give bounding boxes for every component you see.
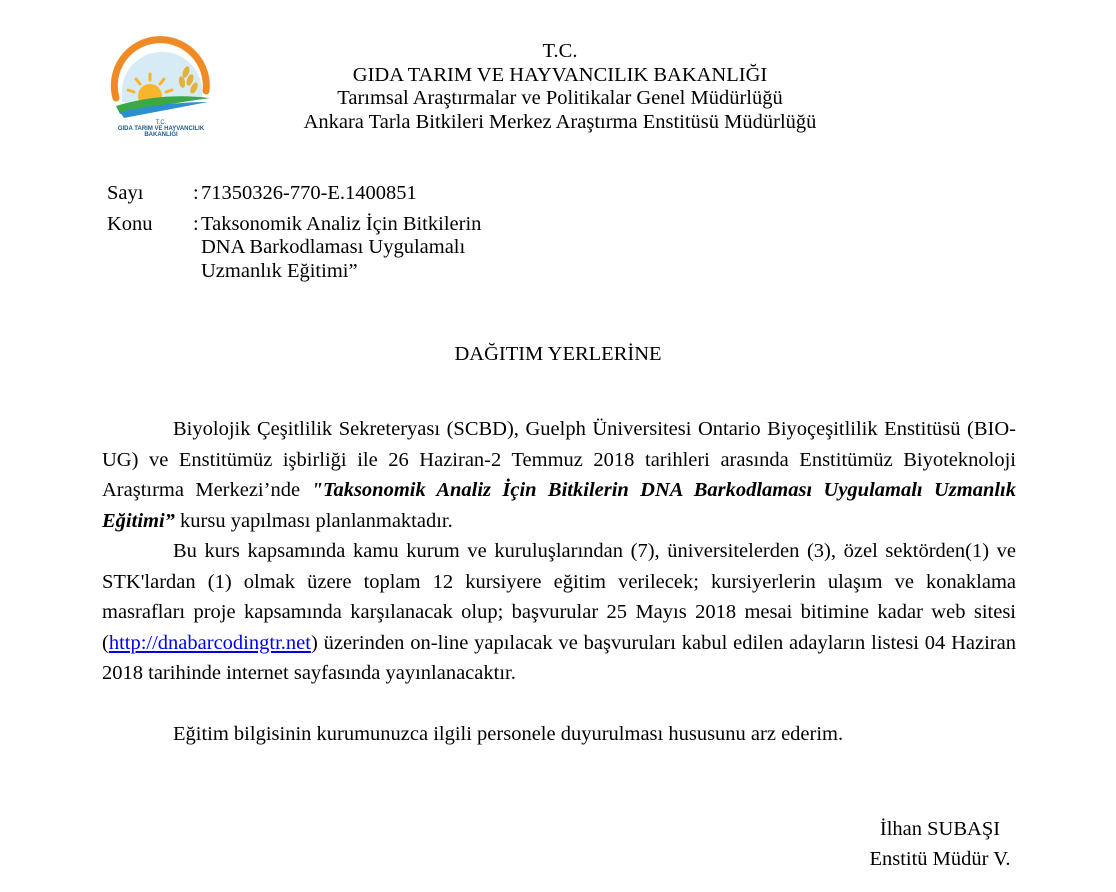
logo-caption-2: GIDA TARIM VE HAYVANCILIK — [117, 126, 205, 132]
paragraph-1-text-b: kursu yapılması planlanmaktadır. — [174, 509, 453, 532]
signatory-title: Enstitü Müdür V. — [869, 848, 1011, 870]
subject-colon: : — [193, 212, 199, 235]
subject-row — [107, 213, 481, 284]
logo-caption-1: T.C. — [155, 120, 167, 126]
number-colon: : — [193, 182, 199, 204]
logo-caption-3: BAKANLIĞI — [144, 132, 178, 136]
subject-line-2: DNA Barkodlaması Uygulamalı — [201, 236, 466, 258]
paragraph-2-text-a: Bu kurs kapsamında kamu kurum ve kuruluşlarından (7), üniversitelerden (3), özel sektörden(1) ve STK'lardan (1) olmak üzere toplam 12 kursiyere eğitim verilecek; kursiyerlerin ulaşım ve konaklama masrafları proje kapsamında karşılanacak olup; başvurular 25 Mayıs 2018 mesai bitimine kadar web sitesi ( — [102, 540, 1016, 654]
website-link[interactable]: http://dnabarcodingtr.net — [108, 631, 311, 654]
letterhead — [230, 40, 890, 134]
distribution-heading: DAĞITIM YERLERİNE — [454, 343, 662, 365]
paragraph-2-text-b: ) üzerinden on-line yapılacak ve başvuruları kabul edilen adayların listesi 04 Haziran 2018 tarihinde internet sayfasında yayınlanacaktır. — [102, 631, 1016, 684]
paragraph-1 — [102, 414, 1016, 536]
header-ministry: GIDA TARIM VE HAYVANCILIK BAKANLIĞI — [352, 63, 768, 86]
closing-paragraph: Eğitim bilgisinin kurumunuzca ilgili personele duyurulması hususunu arz ederim. — [173, 722, 844, 745]
number-value: 71350326-770-E.1400851 — [201, 182, 417, 204]
header-tc: T.C. — [542, 40, 578, 62]
signature-block — [850, 814, 1030, 874]
subject-label: Konu — [107, 212, 153, 235]
letter-body — [102, 414, 1016, 749]
header-institute: Ankara Tarla Bitkileri Merkez Araştırma Enstitüsü Müdürlüğü — [303, 110, 817, 133]
ministry-logo-icon — [106, 36, 216, 136]
subject-line-3: Uzmanlık Eğitimi” — [201, 259, 358, 282]
subject-line-1: Taksonomik Analiz İçin Bitkilerin — [201, 212, 482, 235]
signatory-name: İlhan SUBAŞI — [879, 818, 1001, 840]
subject-value — [201, 213, 481, 284]
header-directorate: Tarımsal Araştırmalar ve Politikalar Genel Müdürlüğü — [337, 87, 783, 109]
paragraph-2 — [102, 536, 1016, 689]
number-label: Sayı — [107, 182, 144, 204]
course-title: "Taksonomik Analiz İçin Bitkilerin DNA Barkodlaması Uygulamalı Uzmanlık Eğitimi” — [102, 479, 1017, 532]
document-meta — [107, 182, 481, 290]
ministry-logo — [106, 36, 216, 136]
paragraph-1-text-a: Biyolojik Çeşitlilik Sekreteryası (SCBD), Guelph Üniversitesi Ontario Biyoçeşitlilik Enstitüsü (BIO-UG) ve Enstitümüz işbirliği ile 26 Haziran-2 Temmuz 2018 tarihleri arasında Enstitümüz Biyoteknoloji Araştırma Merkezi’nde — [102, 418, 1016, 501]
number-row — [107, 182, 481, 206]
